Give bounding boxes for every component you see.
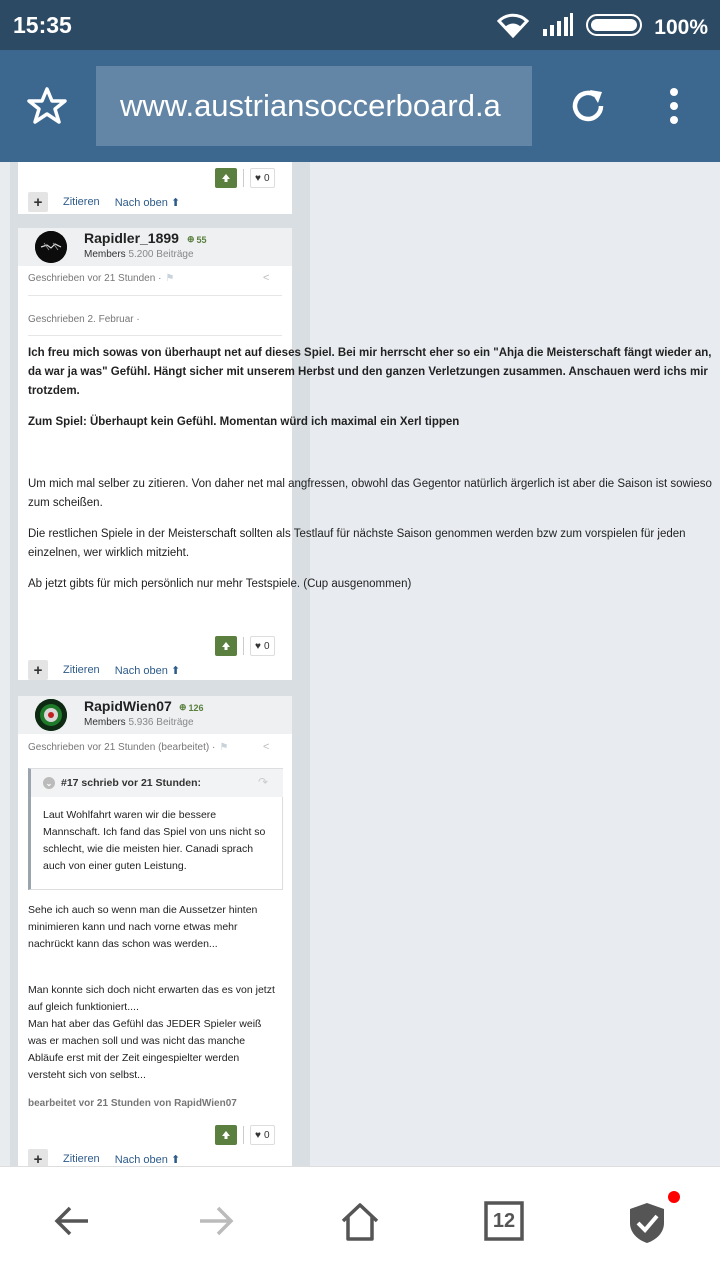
reputation-badge: ⊕ 126 [179, 702, 204, 713]
like-button[interactable] [250, 1125, 275, 1145]
post-text: Zum Spiel: Überhaupt kein Gefühl. Momentan würd ich maximal ein Xerl tippen [28, 416, 460, 428]
reaction-row [215, 168, 275, 188]
web-content [0, 162, 720, 1166]
tabs-icon[interactable] [484, 1201, 524, 1246]
post-text: Ab jetzt gibts für mich persönlich nur mehr Testspiele. (Cup ausgenommen) [28, 578, 412, 590]
reload-icon[interactable] [568, 86, 608, 131]
quote-header: ⌄ #17 schrieb vor 21 Stunden: [31, 769, 283, 797]
browser-bottom-bar [0, 1166, 720, 1280]
quote-link[interactable]: Zitieren [63, 664, 100, 676]
author-name[interactable]: RapidWien07 [84, 698, 172, 714]
shield-check-icon[interactable] [628, 1201, 666, 1250]
battery-percent: 100% [654, 15, 708, 39]
avatar[interactable] [35, 699, 67, 731]
arrow-up-icon: ⬆ [170, 196, 181, 209]
post-timestamp: Geschrieben vor 21 Stunden · ⚑ [28, 273, 175, 284]
reaction-row [215, 636, 275, 656]
author-rank: Members 5.936 Beiträge [84, 717, 194, 728]
quote-link[interactable]: Zitieren [63, 1153, 100, 1165]
browser-toolbar [0, 50, 720, 162]
like-button[interactable] [250, 168, 275, 188]
post-text: Um mich mal selber zu zitieren. Von daher net mal angfressen, obwohl das Gegentor natürlich ärgerlich ist aber die Saison ist sowieso zum scheißen. [28, 478, 712, 509]
plus-circle-icon: ⊕ [187, 234, 195, 244]
like-count: 0 [263, 1129, 270, 1141]
post-timestamp: Geschrieben vor 21 Stunden (bearbeitet) · ⚑ [28, 742, 229, 753]
multiquote-plus-button[interactable]: + [28, 1149, 48, 1166]
heart-icon: ♥ [255, 640, 261, 652]
flag-icon[interactable]: ⚑ [165, 273, 175, 284]
post-text: Man hat aber das Gefühl das JEDER Spieler weiß was er machen soll und was nicht das manche Abläufe erst mit der Zeit eingespielter werden versteht sich von selbst... [28, 1018, 262, 1081]
upvote-button[interactable] [215, 636, 237, 656]
post-text: Sehe ich auch so wenn man die Aussetzer hinten minimieren kann und nach vorne etwas mehr nachrückt kann das schon was werden... [28, 904, 258, 950]
flag-icon[interactable]: ⚑ [219, 742, 229, 753]
post-text: Man konnte sich doch nicht erwarten das es von jetzt auf gleich funktioniert.... [28, 984, 275, 1013]
post-actions [28, 192, 180, 212]
share-quote-icon[interactable]: ↷ [257, 775, 268, 789]
overflow-menu-icon[interactable] [660, 86, 690, 131]
battery-icon [586, 14, 642, 41]
post-card [18, 266, 292, 680]
quote-link[interactable]: Zitieren [63, 196, 100, 208]
reaction-row [215, 1125, 275, 1145]
signal-icon [542, 13, 574, 42]
wifi-icon [496, 12, 530, 43]
heart-icon: ♥ [255, 1129, 261, 1141]
notification-badge [668, 1191, 680, 1203]
back-arrow-icon[interactable] [52, 1201, 92, 1246]
status-time: 15:35 [13, 12, 72, 38]
bookmark-star-icon[interactable] [26, 86, 68, 131]
quote-block [28, 768, 283, 890]
post-actions [28, 1149, 180, 1166]
to-top-link[interactable]: Nach oben ⬆ [114, 1153, 181, 1166]
like-count: 0 [263, 172, 270, 184]
forward-arrow-icon[interactable] [196, 1201, 236, 1246]
avatar[interactable] [35, 231, 67, 263]
like-count: 0 [263, 640, 270, 652]
chevron-down-icon[interactable]: ⌄ [43, 777, 55, 789]
to-top-link[interactable]: Nach oben ⬆ [114, 196, 181, 209]
tabs-count: 12 [492, 1210, 516, 1232]
upvote-button[interactable] [215, 168, 237, 188]
multiquote-plus-button[interactable]: + [28, 192, 48, 212]
arrow-up-icon: ⬆ [170, 1153, 181, 1166]
post-text: Die restlichen Spiele in der Meisterschaft sollten als Testlauf für nächste Saison genommen werden bzw zum vorspielen für jeden einzelnen, wer wirklich mitzieht. [28, 528, 686, 559]
arrow-up-icon: ⬆ [170, 664, 181, 677]
edited-note: bearbeitet vor 21 Stunden von RapidWien07 [28, 1098, 237, 1109]
plus-circle-icon: ⊕ [179, 702, 187, 712]
author-rank: Members 5.200 Beiträge [84, 249, 194, 260]
quote-text: Laut Wohlfahrt waren wir die bessere Mannschaft. Ich fand das Spiel von uns nicht so schlecht, wie die meisten hier. Canadi sprach auch von einer guten Leistung. [43, 809, 266, 872]
url-bar[interactable]: www.austriansoccerboard.a [96, 66, 532, 146]
quoted-timestamp: Geschrieben 2. Februar · [28, 314, 140, 325]
heart-icon: ♥ [255, 172, 261, 184]
to-top-link[interactable]: Nach oben ⬆ [114, 664, 181, 677]
author-name[interactable]: Rapidler_1899 [84, 230, 179, 246]
post-actions [28, 660, 180, 680]
share-icon[interactable]: < [263, 741, 270, 753]
upvote-button[interactable] [215, 1125, 237, 1145]
share-icon[interactable]: < [263, 272, 270, 284]
home-icon[interactable] [339, 1201, 381, 1248]
multiquote-plus-button[interactable]: + [28, 660, 48, 680]
post-text: Ich freu mich sowas von überhaupt net auf dieses Spiel. Bei mir herrscht eher so ein "Ahja die Meisterschaft fängt wieder an, da war ja was" Gefühl. Hängt sicher mit unserem Herbst und den ganzen Verletzungen zusammen. Anschauen werd ichs mir trotzdem. [28, 347, 712, 397]
like-button[interactable] [250, 636, 275, 656]
reputation-badge: ⊕ 55 [187, 234, 207, 245]
status-bar [0, 0, 720, 50]
